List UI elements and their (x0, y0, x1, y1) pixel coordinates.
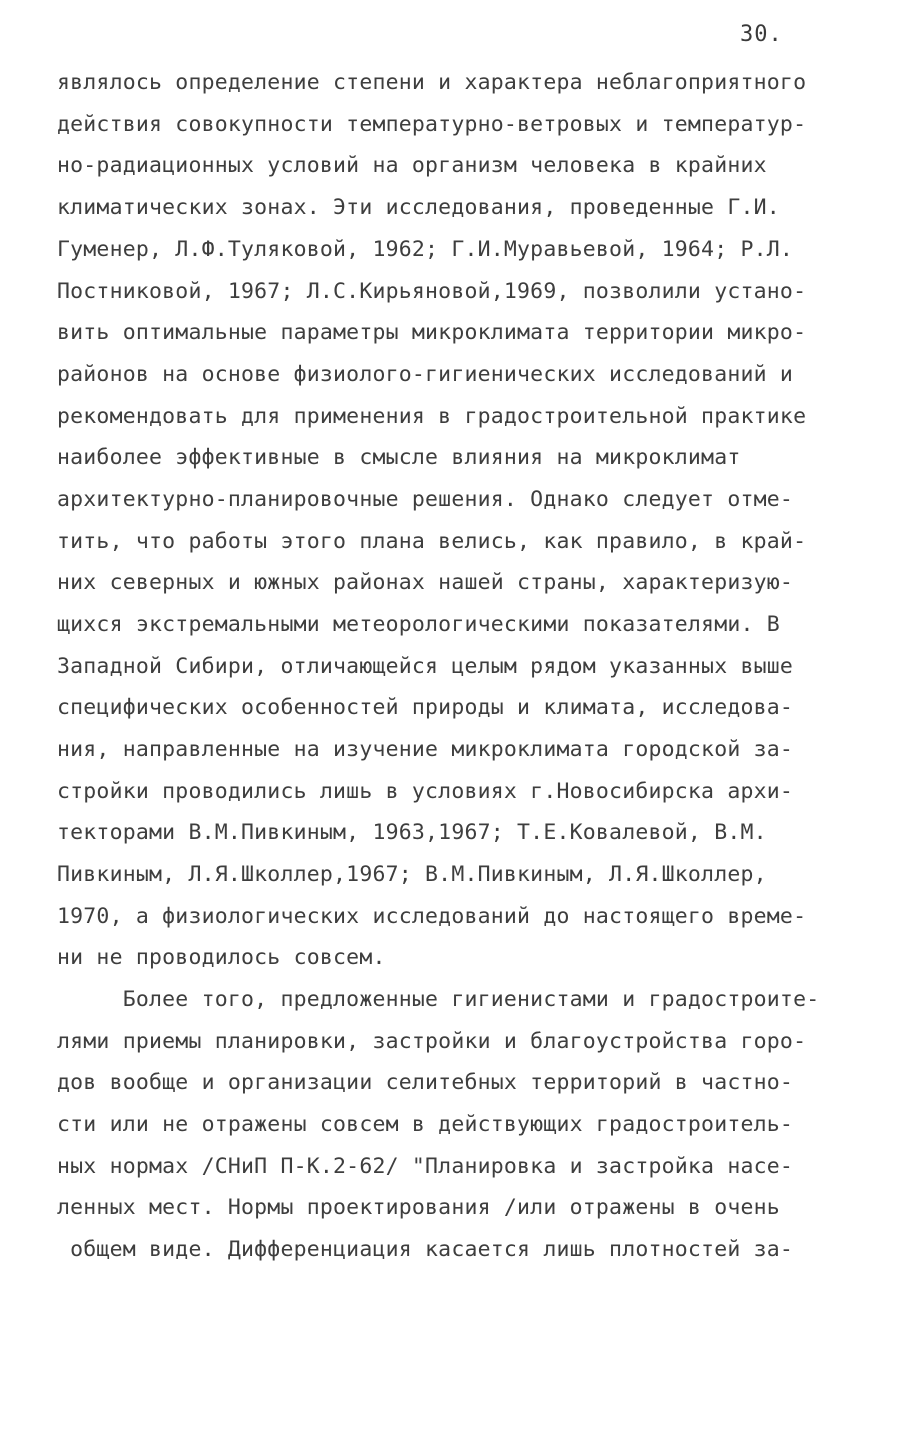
text-line: общем виде. Дифференциация касается лишь плотностей за- (57, 1237, 794, 1262)
text-line: климатических зонах. Эти исследования, проведенные Г.И. (57, 195, 780, 220)
text-line: ния, направленные на изучение микроклимата городской за- (57, 737, 794, 762)
text-line: дов вообще и организации селитебных территорий в частно- (57, 1070, 794, 1095)
text-line: стройки проводились лишь в условиях г.Новосибирска архи- (57, 779, 794, 804)
text-line: но-радиационных условий на организм человека в крайних (57, 153, 767, 178)
page-number: 30. (740, 22, 783, 47)
text-line: 1970, а физиологических исследований до настоящего време- (57, 904, 807, 929)
text-line: рекомендовать для применения в градостроительной практике (57, 404, 807, 429)
text-line: текторами В.М.Пивкиным, 1963,1967; Т.Е.Ковалевой, В.М. (57, 820, 767, 845)
text-line: наиболее эффективные в смысле влияния на микроклимат (57, 445, 741, 470)
text-line: архитектурно-планировочные решения. Однако следует отме- (57, 487, 794, 512)
text-line: действия совокупности температурно-ветровых и температур- (57, 112, 807, 137)
text-line: Западной Сибири, отличающейся целым рядом указанных выше (57, 654, 794, 679)
text-line: ных нормах /СНиП П-К.2-62/ "Планировка и застройка насе- (57, 1154, 794, 1179)
text-line: районов на основе физиолого-гигиенических исследований и (57, 362, 794, 387)
text-line: лями приемы планировки, застройки и благоустройства горо- (57, 1029, 807, 1054)
text-line: них северных и южных районах нашей страны, характеризую- (57, 570, 794, 595)
text-line: ни не проводилось совсем. (57, 945, 386, 970)
text-line: щихся экстремальными метеорологическими показателями. В (57, 612, 780, 637)
text-line: Пивкиным, Л.Я.Школлер,1967; В.М.Пивкиным, Л.Я.Школлер, (57, 862, 767, 887)
text-line: сти или не отражены совсем в действующих градостроитель- (57, 1112, 794, 1137)
text-line: специфических особенностей природы и климата, исследова- (57, 695, 794, 720)
text-line: являлось определение степени и характера неблагоприятного (57, 70, 807, 95)
text-line: ленных мест. Нормы проектирования /или отражены в очень (57, 1195, 780, 1220)
text-line: Более того, предложенные гигиенистами и градостроите- (57, 987, 820, 1012)
text-line: вить оптимальные параметры микроклимата территории микро- (57, 320, 807, 345)
text-line: Постниковой, 1967; Л.С.Кирьяновой,1969, позволили устано- (57, 279, 807, 304)
text-line: Гуменер, Л.Ф.Туляковой, 1962; Г.И.Муравьевой, 1964; Р.Л. (57, 237, 794, 262)
text-line: тить, что работы этого плана велись, как правило, в край- (57, 529, 807, 554)
